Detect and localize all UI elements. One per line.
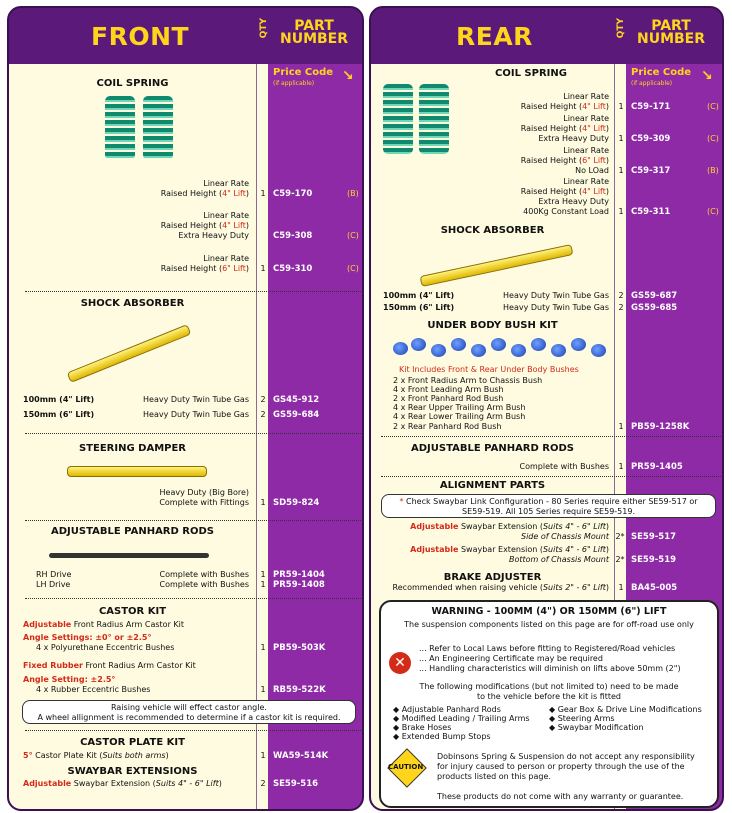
warning-subtitle: The suspension components listed on this page are for off-road use only (404, 620, 694, 629)
front-coil-3-code: (C) (347, 264, 359, 273)
rear-coil-4-code: (C) (707, 207, 719, 216)
rear-align-2-pn: SE59-519 (631, 555, 677, 565)
bush-line: 4 x Rear Lower Trailing Arm Bush (393, 412, 526, 421)
front-panhard-rh-pn: PR59-1404 (273, 570, 325, 580)
warning-box (379, 600, 719, 808)
rear-bush-includes: Kit Includes Front & Rear Under Body Bushes (399, 365, 579, 374)
front-damper-desc: Heavy Duty (Big Bore) Complete with Fittings (159, 488, 249, 507)
warning-title: WARNING - 100MM (4") OR 150MM (6") LIFT (431, 606, 667, 617)
rear-price-code: Price Code (631, 67, 692, 78)
panhard-rod-image (49, 553, 209, 558)
front-shock-heading: SHOCK ABSORBER (80, 298, 185, 309)
front-column (7, 6, 364, 811)
steering-damper-image (67, 466, 207, 477)
warning-point: ... Handling characteristics will diminish on lifts above 50mm (2") (419, 664, 681, 673)
warning-footer: These products do not come with any warranty or guarantee. (437, 792, 684, 801)
front-castor-plate-pn: WA59-514K (273, 751, 329, 761)
front-steering-damper-heading: STEERING DAMPER (78, 443, 187, 454)
rear-coil-1-desc: Linear Rate Raised Height (4" Lift) (520, 92, 609, 111)
front-castor-angle-1: Angle Settings: ±0° or ±2.5° (23, 633, 152, 642)
arrow-icon: ↘ (701, 68, 713, 84)
mods-intro: The following modifications (but not limited to) need to be made to the vehicle before the kit is fitted (419, 682, 679, 701)
front-price-code: Price Code (273, 67, 334, 78)
coil-spring-image (143, 96, 173, 160)
rear-coil-4-desc: Linear Rate Raised Height (4" Lift) Extra Heavy Duty 400Kg Constant Load (520, 177, 609, 216)
front-castor-qty-2: 1 (260, 685, 266, 694)
rear-brake-desc: Recommended when raising vehicle (Suits 2" - 6" Lift) (392, 583, 609, 592)
front-castor-qty-1: 1 (260, 643, 266, 652)
rear-shock-2-desc: Heavy Duty Twin Tube Gas (503, 303, 609, 312)
front-coil-3-qty: 1 (260, 264, 266, 273)
front-damper-qty: 1 (260, 498, 266, 507)
rear-coil-4-qty: 1 (618, 207, 624, 216)
front-coil-3-desc: Linear Rate Raised Height (6" Lift) (160, 254, 249, 273)
rear-align-1-qty: 2* (615, 532, 625, 541)
warning-point: ... An Engineering Certificate may be required (419, 654, 603, 663)
front-shock-1-lift: 100mm (4" Lift) (23, 395, 95, 404)
front-castor-item-2: 4 x Rubber Eccentric Bushes (36, 685, 151, 694)
front-castor-kit-heading: CASTOR KIT (98, 606, 167, 617)
rear-shock-1-lift: 100mm (4" Lift) (383, 291, 455, 300)
front-coil-2-pn: C59-308 (273, 231, 313, 241)
rear-align-1-desc: Adjustable Swaybar Extension (Suits 4" - 6" Lift) Side of Chassis Mount (410, 522, 609, 541)
rear-coil-1-pn: C59-171 (631, 102, 671, 112)
front-shock-1-desc: Heavy Duty Twin Tube Gas (143, 395, 249, 404)
rear-brake-pn: BA45-005 (631, 583, 678, 593)
front-header (9, 8, 362, 62)
rear-coil-spring-heading: COIL SPRING (495, 68, 567, 79)
front-castor-plate-desc: 5° Castor Plate Kit (Suits both arms) (23, 751, 169, 760)
mods-right: ◆ Gear Box & Drive Line Modifications ◆ Steering Arms ◆ Swaybar Modification (549, 705, 702, 732)
rear-panhard-qty: 1 (618, 462, 624, 471)
caution-text: Dobinsons Spring & Suspension do not accept any responsibility for injury caused to person or property through the use of the products listed on this page. (437, 752, 695, 781)
front-coil-1-desc: Linear Rate Raised Height (4" Lift) (160, 179, 249, 198)
mods-left: ◆ Adjustable Panhard Rods ◆ Modified Leading / Trailing Arms ◆ Brake Hoses ◆ Extended Bump Stops (393, 705, 530, 741)
front-panhard-lh-pn: PR59-1408 (273, 580, 325, 590)
rear-coil-3-desc: Linear Rate Raised Height (6" Lift) No LOad (520, 146, 609, 175)
rear-shock-heading: SHOCK ABSORBER (440, 225, 545, 236)
front-if-applicable: (if applicable) (273, 80, 315, 87)
rear-panhard-heading: ADJUSTABLE PANHARD RODS (411, 443, 574, 454)
front-swaybar-pn: SE59-516 (273, 779, 319, 789)
rear-bush-kit-heading: UNDER BODY BUSH KIT (427, 320, 558, 331)
arrow-icon: ↘ (342, 68, 354, 84)
bush-line: 2 x Front Panhard Rod Bush (393, 394, 504, 403)
rear-coil-3-pn: C59-317 (631, 166, 671, 176)
front-castor-plate-heading: CASTOR PLATE KIT (80, 737, 185, 748)
front-shock-2-qty: 2 (260, 410, 266, 419)
rear-column (369, 6, 724, 811)
front-coil-3-pn: C59-310 (273, 264, 313, 274)
warning-point: ... Refer to Local Laws before fitting to Registered/Road vehicles (419, 644, 676, 653)
front-shock-2-lift: 150mm (6" Lift) (23, 410, 95, 419)
front-panhard-rh-qty: 1 (260, 570, 266, 579)
front-coil-1-qty: 1 (260, 189, 266, 198)
front-castor-pn-1: PB59-503K (273, 643, 326, 653)
front-shock-1-pn: GS45-912 (273, 395, 320, 405)
rear-brake-heading: BRAKE ADJUSTER (443, 572, 542, 583)
rear-coil-4-pn: C59-311 (631, 207, 671, 217)
rear-bush-pn: PB59-1258K (631, 422, 690, 432)
rear-alignment-note: * Check Swaybar Link Configuration - 80 Series require either SE59-517 or SE59-519. All 105 Series require SE59-519. (381, 494, 716, 518)
rear-shock-2-pn: GS59-685 (631, 303, 678, 313)
rear-align-2-desc: Adjustable Swaybar Extension (Suits 4" - 6" Lift) Bottom of Chassis Mount (410, 545, 609, 564)
rear-coil-2-pn: C59-309 (631, 134, 671, 144)
front-coil-1-pn: C59-170 (273, 189, 313, 199)
rear-coil-3-qty: 1 (618, 166, 624, 175)
bush-line: 2 x Rear Panhard Rod Bush (393, 422, 502, 431)
rear-coil-1-qty: 1 (618, 102, 624, 111)
rear-qty-header: QTY (616, 18, 626, 39)
front-coil-spring-heading: COIL SPRING (96, 78, 169, 89)
front-shock-2-desc: Heavy Duty Twin Tube Gas (143, 410, 249, 419)
rear-shock-2-qty: 2 (618, 303, 624, 312)
front-qty-header: QTY (259, 18, 269, 39)
front-damper-pn: SD59-824 (273, 498, 320, 508)
front-pn-header: PART NUMBER (279, 18, 349, 47)
rear-coil-2-code: (C) (707, 134, 719, 143)
coil-spring-image (419, 84, 449, 154)
rear-bush-qty: 1 (618, 422, 624, 431)
front-coil-2-desc: Linear Rate Raised Height (4" Lift) Extra Heavy Duty (160, 211, 249, 240)
rear-shock-1-desc: Heavy Duty Twin Tube Gas (503, 291, 609, 300)
front-castor-item-1: 4 x Polyurethane Eccentric Bushes (36, 643, 175, 652)
front-castor-angle-2: Angle Setting: ±2.5° (23, 675, 116, 684)
front-panhard-lh-desc: Complete with Bushes (159, 580, 249, 589)
front-swaybar-qty: 2 (260, 779, 266, 788)
bush-line: 4 x Rear Upper Trailing Arm Bush (393, 403, 526, 412)
front-castor-adj: Adjustable Front Radius Arm Castor Kit (23, 620, 185, 629)
front-coil-2-code: (C) (347, 231, 359, 240)
front-castor-pn-2: RB59-522K (273, 685, 326, 695)
rear-shock-1-qty: 2 (618, 291, 624, 300)
bush-line: 4 x Front Leading Arm Bush (393, 385, 504, 394)
front-castor-fixed: Fixed Rubber Front Radius Arm Castor Kit (23, 661, 196, 670)
rear-shock-2-lift: 150mm (6" Lift) (383, 303, 455, 312)
rear-panhard-pn: PR59-1405 (631, 462, 683, 472)
rear-alignment-heading: ALIGNMENT PARTS (439, 480, 546, 491)
rear-brake-qty: 1 (618, 583, 624, 592)
bush-line: 2 x Front Radius Arm to Chassis Bush (393, 376, 543, 385)
front-title: FRONT (91, 22, 190, 51)
coil-spring-image (105, 96, 135, 160)
rear-panhard-desc: Complete with Bushes (519, 462, 609, 471)
front-castor-note: Raising vehicle will effect castor angle. A wheel allignment is recommended to determine if a castor kit is required. (22, 700, 356, 724)
rear-align-2-qty: 2* (615, 555, 625, 564)
rear-header (371, 8, 722, 62)
no-entry-icon: ✕ (389, 652, 411, 674)
rear-coil-3-code: (B) (707, 166, 719, 175)
rear-coil-1-code: (C) (707, 102, 719, 111)
front-swaybar-desc: Adjustable Swaybar Extension (Suits 4" - 6" Lift) (23, 779, 222, 788)
front-panhard-rh-desc: Complete with Bushes (159, 570, 249, 579)
front-coil-1-code: (B) (347, 189, 359, 198)
rear-coil-2-qty: 1 (618, 134, 624, 143)
rear-align-1-pn: SE59-517 (631, 532, 677, 542)
front-shock-2-pn: GS59-684 (273, 410, 320, 420)
front-panhard-heading: ADJUSTABLE PANHARD RODS (51, 526, 214, 537)
front-swaybar-heading: SWAYBAR EXTENSIONS (67, 766, 198, 777)
front-shock-1-qty: 2 (260, 395, 266, 404)
rear-coil-2-desc: Linear Rate Raised Height (4" Lift) Extra Heavy Duty (520, 114, 609, 143)
rear-pn-header: PART NUMBER (636, 18, 706, 47)
front-castor-plate-qty: 1 (260, 751, 266, 760)
front-panhard-lh: LH Drive (36, 580, 71, 589)
front-panhard-rh: RH Drive (36, 570, 72, 579)
rear-if-applicable: (if applicable) (631, 80, 673, 87)
rear-shock-1-pn: GS59-687 (631, 291, 678, 301)
caution-label: CAUTION (388, 763, 424, 771)
front-panhard-lh-qty: 1 (260, 580, 266, 589)
rear-title: REAR (456, 22, 533, 51)
coil-spring-image (383, 84, 413, 154)
